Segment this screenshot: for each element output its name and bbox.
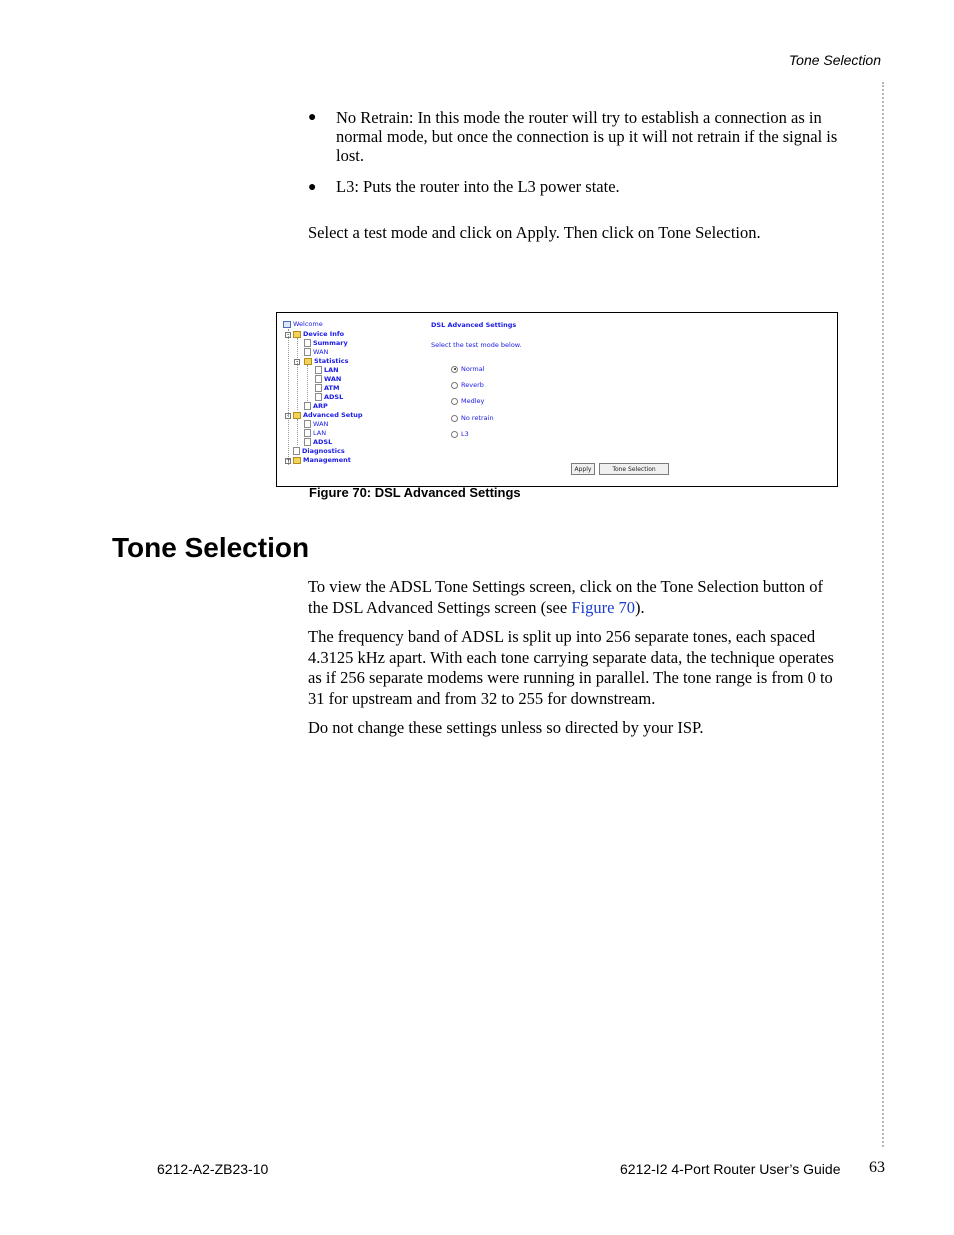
radio-icon[interactable] (451, 382, 458, 389)
nav-adv-wan[interactable]: WAN (304, 420, 328, 428)
footer-doc-number: 6212-A2-ZB23-10 (157, 1161, 269, 1177)
nav-stat-atm[interactable]: ATM (315, 384, 339, 392)
nav-stat-wan[interactable]: WAN (315, 375, 341, 383)
collapse-icon[interactable]: - (286, 331, 290, 338)
mode-option-normal[interactable]: Normal (451, 365, 485, 373)
nav-diagnostics[interactable]: Diagnostics (293, 447, 345, 455)
paragraph-isp-warning: Do not change these settings unless so directed by your ISP. (308, 718, 704, 737)
page-icon (293, 447, 300, 455)
nav-wan[interactable]: WAN (304, 348, 328, 356)
bullet-no-retrain: No Retrain: In this mode the router will try to establish a connection as in normal mode, but once the connection is up it will not retrain if the signal is lost. (336, 108, 838, 165)
nav-statistics[interactable]: Statistics (304, 357, 348, 365)
apply-button[interactable]: Apply (571, 463, 595, 475)
margin-dotted-rule (882, 82, 884, 1147)
intro-paragraph: Select a test mode and click on Apply. Then click on Tone Selection. (308, 223, 761, 242)
page-number: 63 (869, 1159, 885, 1176)
mode-option-medley[interactable]: Medley (451, 397, 484, 405)
tree-guide-line (297, 419, 298, 445)
nav-adv-adsl[interactable]: ADSL (304, 438, 332, 446)
tree-guide-line (307, 365, 308, 401)
section-heading: Tone Selection (112, 532, 310, 563)
panel-instruction: Select the test mode below. (431, 341, 522, 349)
page-icon (304, 402, 311, 410)
page-icon (304, 348, 311, 356)
folder-icon (304, 358, 312, 365)
page-icon (315, 393, 322, 401)
page-icon (304, 429, 311, 437)
page-icon (315, 375, 322, 383)
nav-stat-lan[interactable]: LAN (315, 366, 339, 374)
home-icon (283, 321, 291, 328)
radio-icon[interactable] (451, 398, 458, 405)
folder-icon (293, 331, 301, 338)
radio-selected-icon[interactable] (451, 366, 458, 373)
collapse-icon[interactable]: - (286, 412, 290, 419)
expand-icon[interactable]: + (286, 457, 292, 464)
nav-device-info[interactable]: Device Info (293, 330, 344, 338)
radio-icon[interactable] (451, 415, 458, 422)
bullet-l3: L3: Puts the router into the L3 power state. (336, 177, 620, 196)
running-header: Tone Selection (788, 52, 881, 68)
nav-advanced-setup[interactable]: Advanced Setup (293, 411, 363, 419)
tree-guide-line (288, 329, 289, 465)
paragraph-frequency-band: The frequency band of ADSL is split up into 256 separate tones, each spaced 4.3125 kHz apart. With each tone carrying separate data, the technique operates as if 256 separate modems were running in parallel. The tone range is from 0 to 31 for upstream and from 32 to 255 for downstream. (308, 627, 834, 708)
tree-guide-line (297, 338, 298, 410)
nav-welcome[interactable]: Welcome (283, 320, 323, 328)
nav-summary[interactable]: Summary (304, 339, 348, 347)
panel-title: DSL Advanced Settings (431, 321, 517, 329)
nav-management[interactable]: Management (293, 456, 351, 464)
dsl-advanced-settings-screenshot (276, 312, 838, 487)
folder-icon (293, 412, 301, 419)
tone-selection-button[interactable]: Tone Selection (599, 463, 669, 475)
bullet-marker: ● (308, 110, 317, 125)
mode-option-l3[interactable]: L3 (451, 430, 469, 438)
folder-icon (293, 457, 301, 464)
figure-70-link[interactable]: Figure 70 (571, 597, 636, 617)
figure-caption: Figure 70: DSL Advanced Settings (309, 485, 521, 500)
mode-option-reverb[interactable]: Reverb (451, 381, 484, 389)
nav-adv-lan[interactable]: LAN (304, 429, 326, 437)
bullet-marker: ● (308, 180, 317, 195)
paragraph-view-tone-settings: To view the ADSL Tone Settings screen, click on the Tone Selection button of the DSL Advanced Settings screen (see Figure 70). (308, 577, 823, 617)
radio-icon[interactable] (451, 431, 458, 438)
collapse-icon[interactable]: - (295, 358, 299, 365)
page-icon (315, 384, 322, 392)
page-icon (304, 420, 311, 428)
nav-stat-adsl[interactable]: ADSL (315, 393, 343, 401)
mode-option-no-retrain[interactable]: No retrain (451, 414, 494, 422)
nav-arp[interactable]: ARP (304, 402, 328, 410)
page-icon (304, 339, 311, 347)
footer-guide-title: 6212-I2 4-Port Router User’s Guide (620, 1161, 841, 1177)
page-icon (315, 366, 322, 374)
page-icon (304, 438, 311, 446)
